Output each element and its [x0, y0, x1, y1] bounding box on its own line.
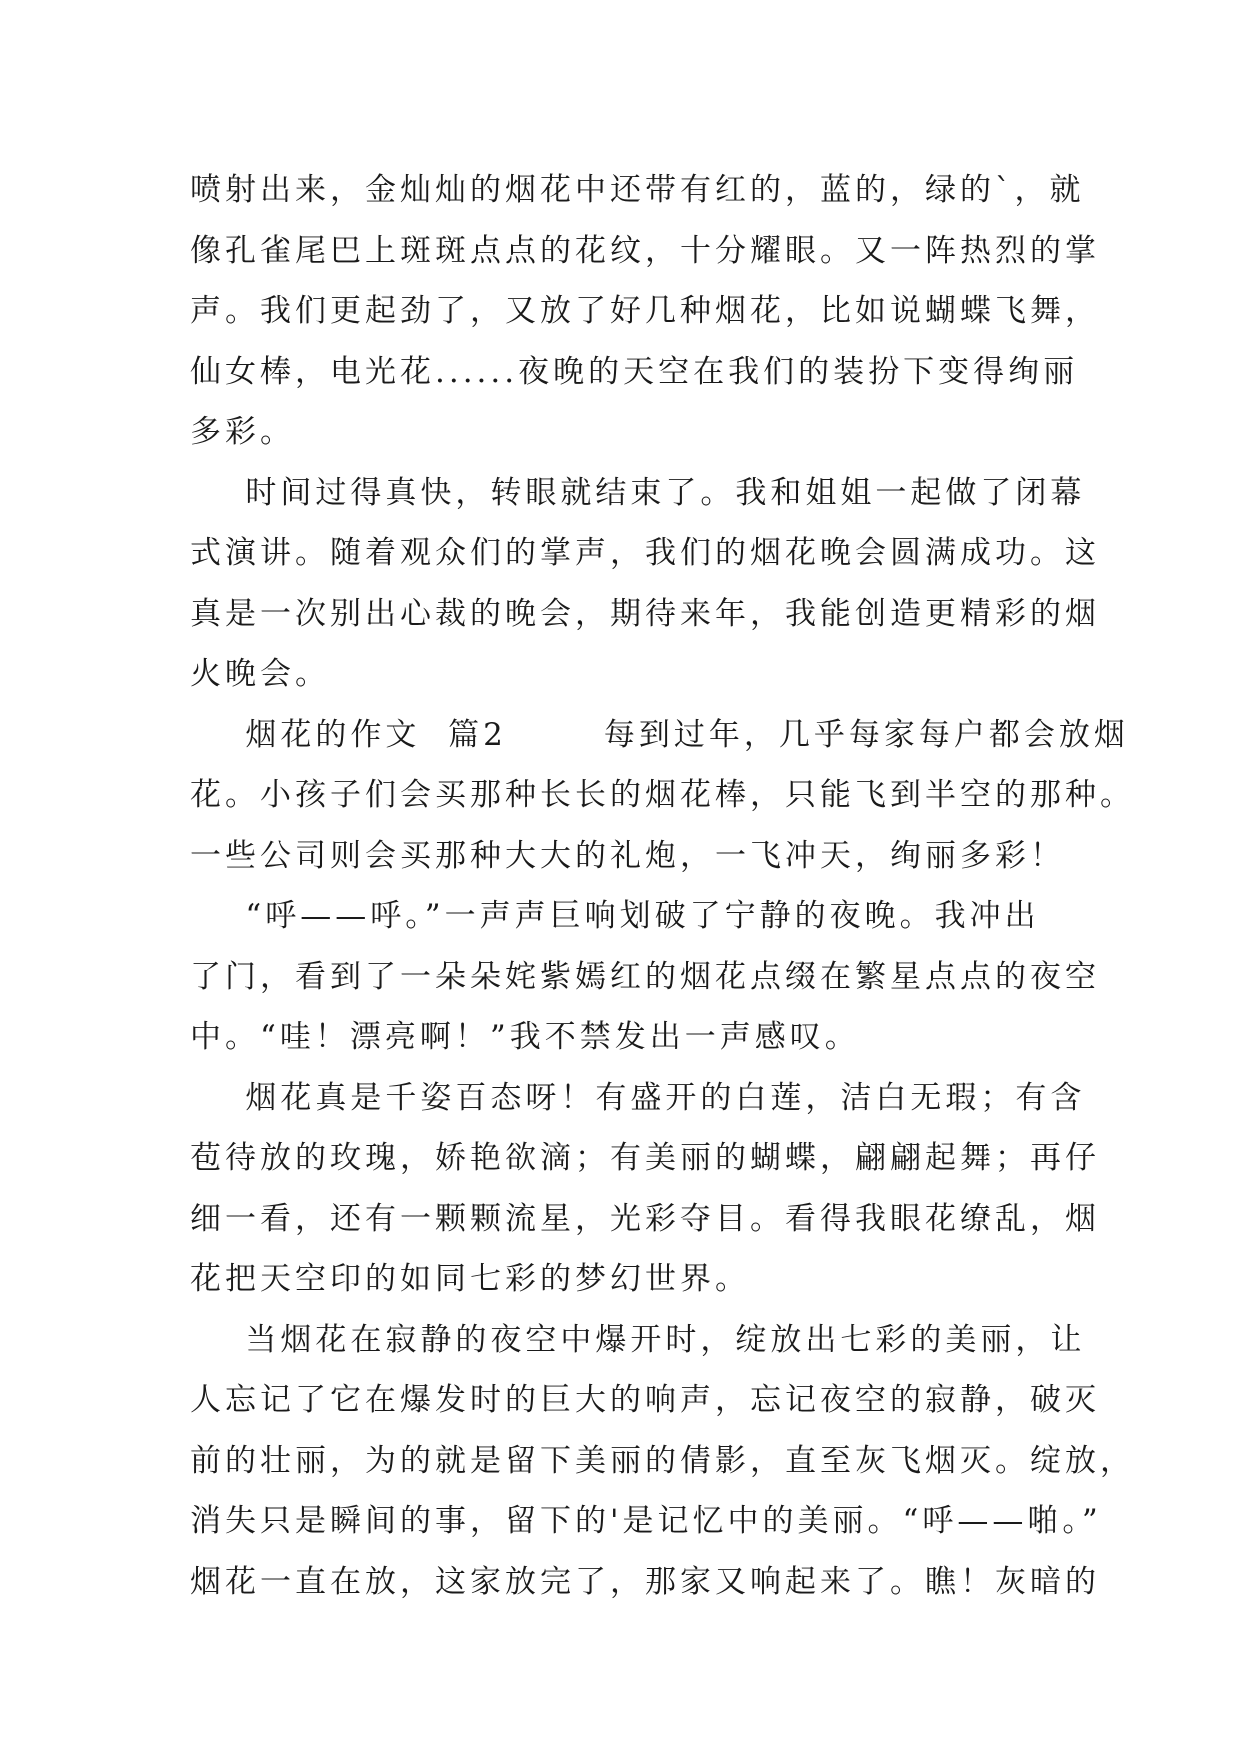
text-line: 多彩。 — [190, 414, 295, 450]
text-line: 烟花真是千姿百态呀！有盛开的白莲，洁白无瑕；有含 — [190, 1079, 1086, 1116]
text-line: 式演讲。随着观众们的掌声，我们的烟花晚会圆满成功。这 — [190, 535, 1100, 571]
text-line: 时间过得真快，转眼就结束了。我和姐姐一起做了闭幕 — [190, 474, 1086, 511]
text-line: 像孔雀尾巴上斑斑点点的花纹，十分耀眼。又一阵热烈的掌 — [190, 232, 1100, 269]
text-line: 真是一次别出心裁的晚会，期待来年，我能创造更精彩的烟 — [190, 595, 1100, 632]
section-heading-line: 烟花的作文 篇2 每到过年，几乎每家每户都会放烟 — [190, 716, 1129, 753]
text-line: 火晚会。 — [190, 656, 330, 692]
text-line: 当烟花在寂静的夜空中爆开时，绽放出七彩的美丽，让 — [190, 1321, 1086, 1358]
text-line: 花。小孩子们会买那种长长的烟花棒，只能飞到半空的那种。 — [190, 777, 1135, 813]
text-line: 前的壮丽，为的就是留下美丽的倩影，直至灰飞烟灭。绽放， — [190, 1442, 1135, 1479]
text-line: 一些公司则会买那种大大的礼炮，一飞冲天，绚丽多彩！ — [190, 837, 1065, 874]
text-line: 花把天空印的如同七彩的梦幻世界。 — [190, 1261, 750, 1297]
text-line: 了门，看到了一朵朵姹紫嫣红的烟花点缀在繁星点点的夜空 — [190, 958, 1100, 995]
text-line: 人忘记了它在爆发时的巨大的响声，忘记夜空的寂静，破灭 — [190, 1382, 1100, 1418]
text-line: 喷射出来，金灿灿的烟花中还带有红的，蓝的，绿的`，就 — [190, 172, 1085, 208]
text-line: 消失只是瞬间的事，留下的'是记忆中的美丽。“呼——啪。” — [190, 1503, 1102, 1539]
text-line: 声。我们更起劲了，又放了好几种烟花，比如说蝴蝶飞舞， — [190, 293, 1100, 329]
text-line: 烟花一直在放，这家放完了，那家又响起来了。瞧！灰暗的 — [190, 1563, 1100, 1600]
text-line: 苞待放的玫瑰，娇艳欲滴；有美丽的蝴蝶，翩翩起舞；再仔 — [190, 1140, 1100, 1176]
text-line: “呼——呼。”一声声巨响划破了宁静的夜晚。我冲出 — [190, 898, 1040, 934]
text-line: 细一看，还有一颗颗流星，光彩夺目。看得我眼花缭乱，烟 — [190, 1200, 1100, 1237]
text-line: 仙女棒，电光花......夜晚的天空在我们的装扮下变得绚丽 — [190, 353, 1079, 390]
text-line: 中。“哇！漂亮啊！”我不禁发出一声感叹。 — [190, 1019, 860, 1055]
article-body — [190, 160, 1135, 1612]
